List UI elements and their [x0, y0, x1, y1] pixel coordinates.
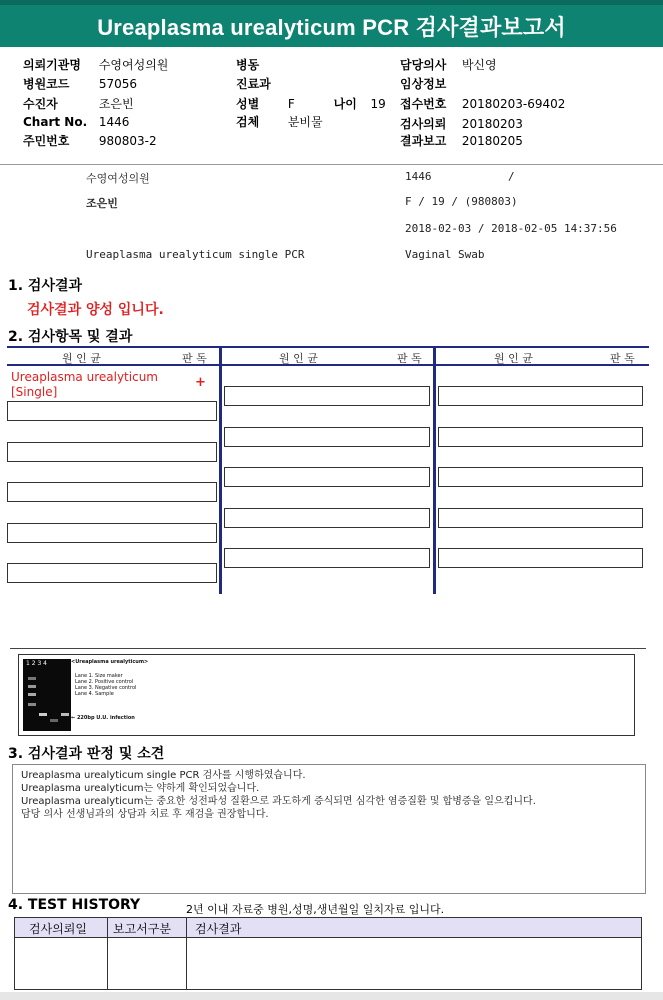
gel-electrophoresis-panel [18, 654, 635, 736]
gel-legend-lane2: Lane 2. Positive control [75, 679, 134, 685]
history-table [14, 917, 642, 990]
result-box [224, 548, 430, 568]
organism-result: + [195, 375, 206, 390]
result-box [438, 548, 643, 568]
sub-dates: 2018-02-03 / 2018-02-05 14:37:56 [405, 222, 617, 235]
hospital-label: 의뢰기관명 [23, 58, 81, 72]
result-summary: 검사결과 양성 입니다. [27, 302, 164, 318]
gel-legend-title: <Ureaplasma urealyticum> [71, 659, 149, 665]
specimen-value: 분비물 [287, 115, 323, 129]
section4-title: 4. TEST HISTORY [8, 897, 141, 913]
gel-band [50, 719, 58, 722]
gel-band [39, 713, 47, 716]
clinical-row [400, 75, 462, 92]
sex-label: 성별 [236, 97, 260, 111]
age-label: 나이 [333, 97, 357, 111]
gel-legend-lane3: Lane 3. Negative control [75, 685, 137, 691]
result-box [224, 467, 430, 487]
doctor-value: 박신영 [461, 58, 497, 72]
code-row [23, 75, 137, 92]
result-box [7, 523, 217, 543]
sub-sex-age: F / 19 / (980803) [405, 195, 518, 208]
organism-name [11, 370, 158, 400]
hospital-value: 수영여성의원 [98, 58, 169, 72]
dept-row [236, 75, 288, 92]
dept-label: 진료과 [236, 77, 271, 91]
gel-legend [71, 659, 148, 721]
section3-title: 3. 검사결과 판정 및 소견 [8, 746, 165, 762]
result-box [224, 508, 430, 528]
patient-row [23, 95, 134, 112]
sub-hospital: 수영여성의원 [86, 172, 150, 185]
report-row [400, 132, 523, 149]
col-organism-1: 원 인 균 [62, 352, 101, 365]
age-value: 19 [370, 97, 386, 111]
doctor-row [400, 56, 497, 73]
specimen-label: 검체 [236, 115, 260, 129]
receipt-value: 20180203-69402 [461, 97, 566, 111]
opinion-line: Ureaplasma urealyticum는 약하게 확인되었습니다. [21, 783, 260, 794]
result-box [224, 386, 430, 406]
code-value: 57056 [98, 77, 138, 91]
rrn-value: 980803-2 [98, 134, 157, 148]
grid-divider-1 [219, 346, 222, 594]
gel-band [61, 713, 69, 716]
report-title-bar [0, 0, 663, 47]
col-request-date: 검사의뢰일 [29, 922, 87, 936]
opinion-box [12, 764, 646, 894]
gel-band-text: 220bp U.U. infection [76, 715, 135, 721]
opinion-line: 담당 의사 선생님과의 상담과 치료 후 재검을 권장합니다. [21, 809, 269, 820]
rrn-label: 주민번호 [23, 134, 70, 148]
sex-age-row [236, 95, 386, 112]
gel-legend-lane1: Lane 1. Size maker [75, 673, 123, 679]
sub-slash: / [508, 170, 515, 183]
history-table-header [15, 918, 641, 938]
sub-specimen: Vaginal Swab [405, 248, 485, 261]
result-box [7, 401, 217, 421]
gel-band-label [71, 715, 148, 721]
history-note: 2년 이내 자료중 병원,성명,생년월일 일치자료 입니다. [186, 903, 445, 916]
request-value: 20180203 [461, 117, 523, 131]
col-judge-2: 판 독 [397, 352, 422, 365]
clinical-label: 임상정보 [400, 77, 447, 91]
result-box [7, 442, 217, 462]
result-box [438, 427, 643, 447]
chart-row [23, 115, 129, 129]
section1-title: 1. 검사결과 [8, 278, 83, 294]
report-label: 결과보고 [400, 134, 447, 148]
ward-label: 병동 [236, 58, 260, 72]
code-label: 병원코드 [23, 77, 70, 91]
organism-line2: [Single] [11, 385, 58, 399]
hospital-row [23, 56, 168, 73]
result-box [438, 467, 643, 487]
gel-band [28, 693, 36, 696]
col-organism-3: 원 인 균 [494, 352, 533, 365]
specimen-row [236, 113, 323, 130]
result-box [7, 563, 217, 583]
col-report-type: 보고서구분 [113, 922, 171, 936]
result-box [7, 482, 217, 502]
col-test-result: 검사결과 [195, 922, 242, 936]
organism-line1: Ureaplasma urealyticum [11, 370, 158, 384]
col-organism-2: 원 인 균 [279, 352, 318, 365]
report-value: 20180205 [461, 134, 523, 148]
gel-band [28, 677, 36, 680]
grid-divider-2 [433, 346, 436, 594]
chart-label: Chart No. [23, 115, 88, 129]
request-row [400, 115, 523, 132]
sub-test: Ureaplasma urealyticum single PCR [86, 248, 305, 261]
sub-chart: 1446 [405, 170, 432, 183]
col-judge-3: 판 독 [610, 352, 635, 365]
gel-band [28, 703, 36, 706]
patient-value: 조은빈 [98, 97, 134, 111]
result-grid-header [7, 346, 649, 366]
receipt-row [400, 95, 565, 112]
patient-label: 수진자 [23, 97, 58, 111]
section-divider [10, 648, 646, 649]
result-box [224, 427, 430, 447]
receipt-label: 접수번호 [400, 97, 447, 111]
bottom-strip [0, 992, 663, 1000]
result-box [438, 386, 643, 406]
request-label: 검사의뢰 [400, 117, 447, 131]
sub-patient: 조은빈 [86, 197, 118, 210]
col-judge-1: 판 독 [182, 352, 207, 365]
rrn-row [23, 132, 157, 149]
section2-title: 2. 검사항목 및 결과 [8, 329, 133, 345]
gel-lane-numbers: 1 2 3 4 [26, 660, 47, 667]
sex-value: F [287, 97, 295, 111]
doctor-label: 담당의사 [400, 58, 447, 72]
history-col-divider [107, 918, 108, 989]
history-col-divider [186, 918, 187, 989]
result-box [438, 508, 643, 528]
gel-image [23, 659, 71, 731]
arrow-left-icon: ← [71, 715, 76, 721]
gel-band [28, 685, 36, 688]
chart-value: 1446 [98, 115, 130, 129]
ward-row [236, 56, 288, 73]
gel-legend-lane4: Lane 4. Sample [75, 691, 114, 697]
opinion-line: Ureaplasma urealyticum single PCR 검사를 시행하였습니다. [21, 770, 306, 781]
opinion-line: Ureaplasma urealyticum는 중요한 성전파성 질환으로 과도하게 증식되면 심각한 염증질환 및 합병증을 일으킵니다. [21, 796, 536, 807]
report-title: Ureaplasma urealyticum PCR 검사결과보고서 [97, 14, 566, 40]
